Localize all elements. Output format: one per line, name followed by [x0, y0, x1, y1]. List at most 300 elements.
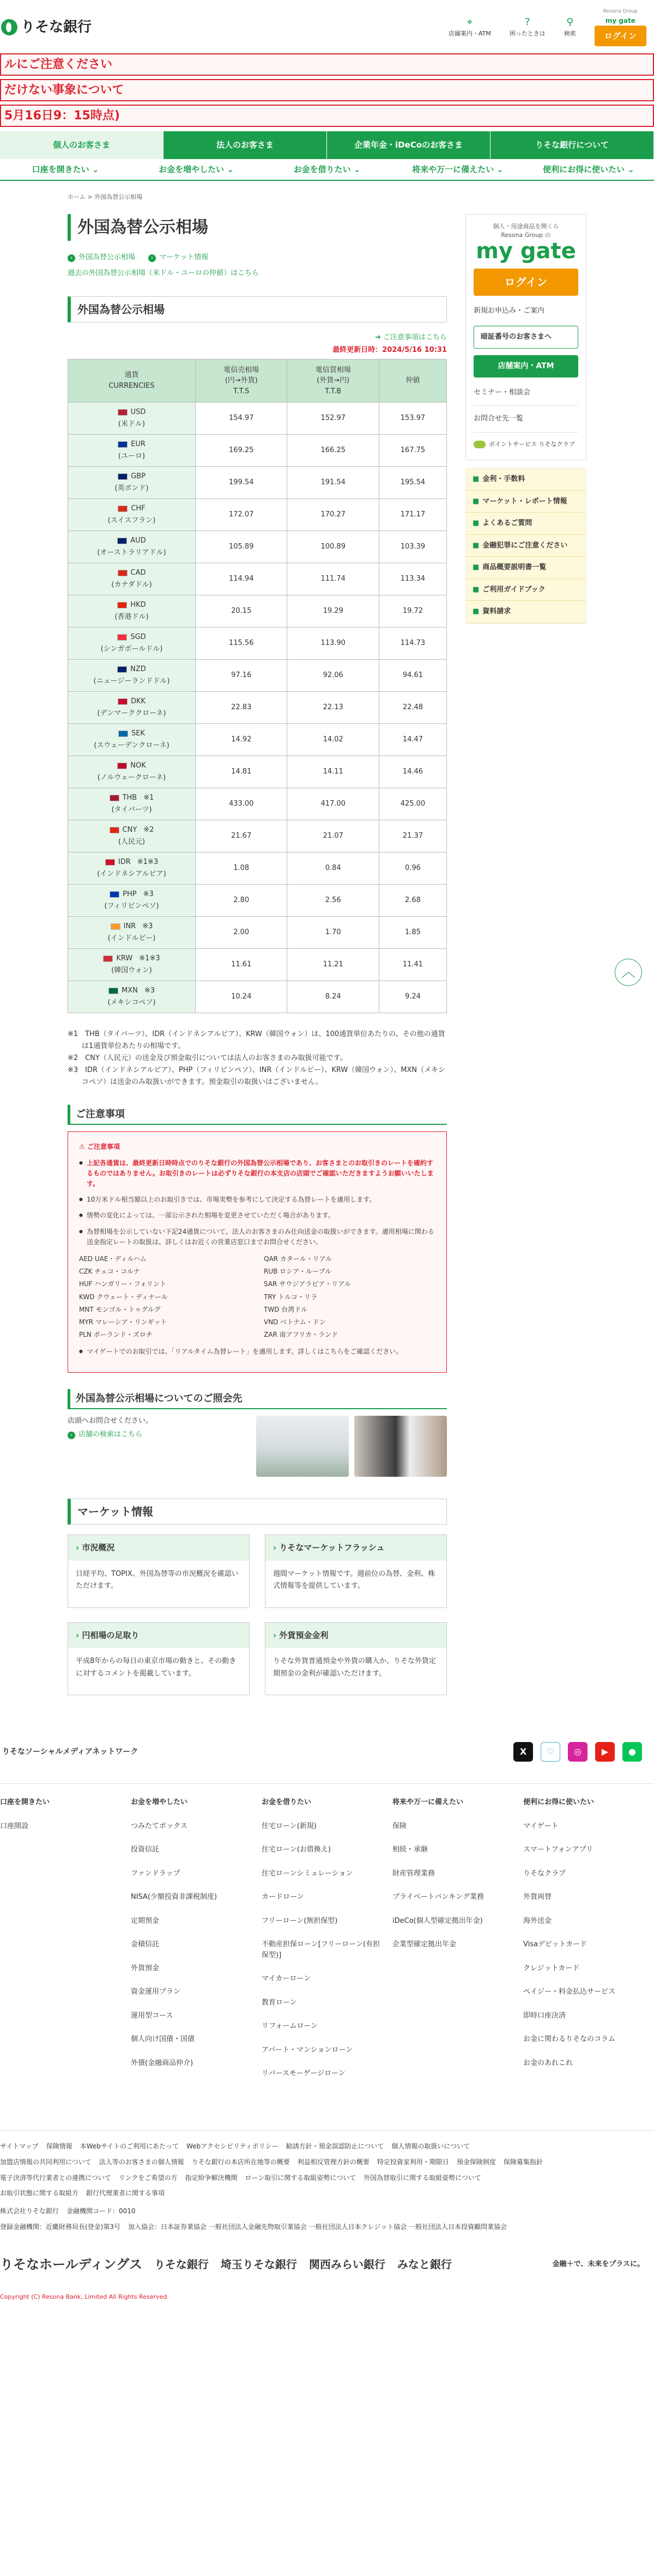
- flag-icon: [118, 698, 128, 705]
- currency-cell: GBP (英ポンド): [68, 467, 196, 499]
- table-row: [68, 756, 447, 788]
- mid-cell: 167.75: [379, 435, 446, 467]
- flag-icon: [110, 827, 119, 833]
- caution-item: ● 情勢の変化によっては、一部公示された相場を変更させていただく場合があります。: [79, 1210, 435, 1221]
- footer-link[interactable]: 教育ローン: [262, 1998, 297, 2007]
- ttb-cell: 8.24: [287, 981, 379, 1013]
- col-ttb: 電信買相場 (外貨→円) T.T.B: [287, 359, 379, 403]
- footer-link[interactable]: 口座開設: [0, 1822, 29, 1830]
- currency-cell: IDR ※1※3 (インドネシアルピア): [68, 852, 196, 885]
- footer-link[interactable]: 不動産担保ローン[フリーローン(有担保型)]: [262, 1940, 380, 1959]
- table-row: [68, 499, 447, 531]
- flag-icon: [118, 441, 128, 448]
- square-bullet-icon: ■: [473, 563, 480, 571]
- sidebar: [465, 214, 586, 1696]
- footer-meta-link[interactable]: 特定投資家利用・期限日: [377, 2158, 449, 2166]
- tts-cell: 22.83: [196, 692, 287, 724]
- footer-meta-link[interactable]: 勧誘方針・預金誤認防止について: [286, 2142, 384, 2150]
- tts-cell: 20.15: [196, 595, 287, 628]
- mygate-logo: my gate: [476, 238, 576, 264]
- currency-entry: AED UAE・ディルハム: [79, 1254, 147, 1263]
- footer-link[interactable]: マイゲート: [523, 1822, 559, 1830]
- arrow-right-icon: ›: [68, 254, 75, 262]
- section-title: 外国為替公示相場: [68, 296, 447, 322]
- instagram-icon[interactable]: ◎: [568, 1742, 588, 1762]
- table-row: [68, 852, 447, 885]
- tts-cell: 114.94: [196, 563, 287, 595]
- tts-cell: 172.07: [196, 499, 287, 531]
- footer-link[interactable]: 財産管理業務: [392, 1869, 435, 1878]
- mid-cell: 153.97: [379, 403, 446, 435]
- footer-column: [131, 1797, 262, 2092]
- currency-entry: MNT モンゴル・トゥグルグ: [79, 1305, 161, 1313]
- mid-cell: 1.85: [379, 917, 446, 949]
- tts-cell: 154.97: [196, 403, 287, 435]
- ttb-cell: 113.90: [287, 628, 379, 660]
- tts-cell: 11.61: [196, 949, 287, 981]
- group-link[interactable]: みなと銀行: [397, 2257, 452, 2271]
- footer-link[interactable]: 外貨預金: [131, 1964, 160, 1972]
- subnav-open-account[interactable]: 口座を開きたい ⌄: [0, 163, 131, 176]
- ttb-cell: 11.21: [287, 949, 379, 981]
- site-header: [0, 0, 654, 54]
- tts-cell: 169.25: [196, 435, 287, 467]
- youtube-icon[interactable]: ▶: [595, 1742, 615, 1762]
- tts-cell: 199.54: [196, 467, 287, 499]
- subnav-grow[interactable]: お金を増やしたい ⌄: [131, 163, 262, 176]
- tts-cell: 115.56: [196, 628, 287, 660]
- inquiry-title: 外国為替公示相場についてのご照会先: [68, 1389, 447, 1409]
- inquiry-text: 店頭へお問合せください。: [68, 1417, 153, 1426]
- footer-link[interactable]: 運用型コース: [131, 2011, 173, 2020]
- table-row: [68, 692, 447, 724]
- footer-meta-link[interactable]: 法人等のお客さまの個人情報: [99, 2158, 184, 2166]
- mid-cell: 21.37: [379, 820, 446, 852]
- flag-icon: [110, 891, 119, 898]
- footer-column-title[interactable]: 口座を開きたい: [0, 1798, 50, 1807]
- help-chat-icon: ?: [524, 16, 530, 28]
- footer-meta-link[interactable]: りそな銀行の本店所在地等の概要: [191, 2158, 290, 2166]
- footer-link[interactable]: 資金運用プラン: [131, 1988, 181, 1996]
- footer-meta-link[interactable]: 電子決済等代行業者との連携について: [0, 2173, 111, 2182]
- footer-link[interactable]: 外貨両替: [523, 1893, 552, 1902]
- footer-meta-link[interactable]: ローン取引に関する取組姿勢について: [245, 2173, 356, 2182]
- footer-link[interactable]: 住宅ローンシミュレーション: [262, 1869, 353, 1878]
- store-search-link[interactable]: › 店舗の検索はこちら: [68, 1429, 153, 1440]
- footer-meta-link[interactable]: サイトマップ: [0, 2142, 39, 2150]
- x-icon[interactable]: X: [513, 1742, 533, 1762]
- site-footer: [0, 1742, 654, 2301]
- footer-link[interactable]: 金積信託: [131, 1940, 160, 1949]
- market-card[interactable]: › 円相場の足取り 平成8年からの毎日の東京市場の動きと、その動きに対するコメントを掲載しています。: [68, 1622, 250, 1696]
- footer-link[interactable]: フリーローン(無担保型): [262, 1916, 338, 1925]
- page-title: 外国為替公示相場: [68, 214, 447, 241]
- breadcrumb[interactable]: ホーム > 外国為替公示相場: [68, 193, 143, 200]
- ttb-cell: 417.00: [287, 788, 379, 820]
- flag-icon: [118, 506, 128, 512]
- sidebar-link[interactable]: お問合せ先一覧: [474, 405, 578, 428]
- flag-icon: [118, 570, 128, 576]
- footer-meta-link[interactable]: Webアクセシビリティポリシー: [186, 2142, 278, 2150]
- footer-column-title[interactable]: お金を借りたい: [262, 1798, 312, 1807]
- footer-link[interactable]: お金に関わるりそなのコラム: [523, 2035, 615, 2044]
- sidebar-link[interactable]: セミナー・相談会: [474, 388, 531, 397]
- group-row: [0, 2255, 654, 2274]
- tab-corporate[interactable]: 法人のお客さま: [164, 131, 327, 159]
- currency-cell: AUD (オーストラリアドル): [68, 531, 196, 563]
- table-row: [68, 949, 447, 981]
- sidebar-menu-item[interactable]: ■ 商品概要説明書一覧: [466, 557, 586, 579]
- footer-meta-link[interactable]: 個人情報の取扱いについて: [391, 2142, 470, 2150]
- line-icon[interactable]: ●: [622, 1742, 642, 1762]
- footer-link[interactable]: リバースモーゲージローン: [262, 2069, 346, 2078]
- footer-link[interactable]: NISA(少額投資非課税制度): [131, 1893, 217, 1902]
- mid-cell: 114.73: [379, 628, 446, 660]
- flag-icon: [111, 923, 120, 930]
- footer-link[interactable]: 住宅ローン(新規): [262, 1822, 317, 1830]
- sidebar-menu-item[interactable]: ■ マーケット・レポート情報: [466, 491, 586, 513]
- slogan: 金融＋で、未来をプラスに。: [552, 2260, 644, 2268]
- caution-item: ● 上記各通貨は、最終更新日時時点でのりそな銀行の外国為替公示相場であり、お客さまとのお取引きのレートを確約するものではありません。お取引きのレートは必ずりそな銀行の本支店の店頭でご確認いただきますようお願いいたします。: [79, 1158, 435, 1190]
- square-bullet-icon: ■: [473, 607, 480, 616]
- group-link[interactable]: りそな銀行: [154, 2257, 209, 2271]
- past-rates-link[interactable]: 過去の外国為替公示相場（米ドル・ユーロの仲値）はこちら: [68, 269, 259, 277]
- table-row: [68, 660, 447, 692]
- footer-meta-link[interactable]: 本Webサイトのご利用にあたって: [80, 2142, 179, 2150]
- arrow-right-icon: ›: [68, 1432, 75, 1439]
- arrow-right-icon: ›: [273, 1630, 280, 1640]
- warning-icon: ⚠: [79, 1143, 87, 1151]
- sidebar-login-button[interactable]: ログイン: [474, 269, 578, 296]
- tts-cell: 14.92: [196, 724, 287, 756]
- col-tts: 電信売相場 (円→外貨) T.T.S: [196, 359, 287, 403]
- sub-nav: [0, 159, 654, 181]
- points-icon: [474, 441, 486, 448]
- currency-entry: HUF ハンガリー・フォリント: [79, 1280, 166, 1288]
- ttb-cell: 19.29: [287, 595, 379, 628]
- currency-entry: TRY トルコ・リラ: [264, 1293, 318, 1301]
- table-row: [68, 435, 447, 467]
- square-bullet-icon: ■: [473, 497, 480, 506]
- currency-cell: EUR (ユーロ): [68, 435, 196, 467]
- tts-cell: 97.16: [196, 660, 287, 692]
- table-row: [68, 563, 447, 595]
- table-row: [68, 403, 447, 435]
- arrow-right-icon: ›: [76, 1543, 82, 1553]
- flag-icon: [108, 988, 118, 994]
- table-row: [68, 917, 447, 949]
- footer-link[interactable]: 海外送金: [523, 1916, 552, 1925]
- mid-cell: 113.34: [379, 563, 446, 595]
- footer-meta-link[interactable]: お取引状態に関する取組方: [0, 2189, 79, 2197]
- footer-meta-link[interactable]: 指定紛争解決機関: [185, 2173, 238, 2182]
- mid-cell: 19.72: [379, 595, 446, 628]
- ttb-cell: 14.02: [287, 724, 379, 756]
- footer-link[interactable]: 投資信託: [131, 1846, 160, 1854]
- holdings-logo[interactable]: りそなホールディングス: [0, 2256, 142, 2272]
- social-bar: りそなソーシャルメディアネットワーク X ♡ ◎ ▶ ●: [0, 1742, 654, 1762]
- sidebar-menu-item[interactable]: ■ 資料請求: [466, 601, 586, 623]
- footer-column: [0, 1797, 131, 2092]
- arrow-right-icon: ›: [148, 254, 156, 262]
- footer-meta-link[interactable]: 外国為替取引に関する取組姿勢について: [364, 2173, 481, 2182]
- ttb-cell: 92.06: [287, 660, 379, 692]
- currency-entry: PLN ポーランド・ズロチ: [79, 1331, 153, 1339]
- tts-cell: 14.81: [196, 756, 287, 788]
- sidebar-link[interactable]: 新規お申込み・ご案内: [474, 306, 545, 315]
- market-card[interactable]: › りそなマーケットフラッシュ 週間マーケット情報です。週前位の為替、金利、株式情報等を提供しています。: [265, 1534, 447, 1608]
- ttb-cell: 1.70: [287, 917, 379, 949]
- alert-banner[interactable]: だけない事象について: [0, 79, 654, 101]
- caution-box: [68, 1131, 447, 1373]
- alert-banner[interactable]: ルにご注意ください: [0, 53, 654, 76]
- associations: 加入協会：日本証券業協会 一般社団法人金融先物取引業協会 一般社団法人日本クレジット協会 一般社団法人日本投資顧問業協会: [128, 2222, 507, 2231]
- flag-icon: [117, 763, 127, 769]
- sidebar-pin-button[interactable]: 暗証番号のお客さまへ: [474, 326, 578, 349]
- footer-meta-link[interactable]: 保険募集指針: [503, 2158, 543, 2166]
- footer-link[interactable]: 住宅ローン(お借換え): [262, 1846, 331, 1854]
- market-title: マーケット情報: [68, 1499, 447, 1525]
- mid-cell: 9.24: [379, 981, 446, 1013]
- market-info-link[interactable]: › マーケット情報: [148, 252, 208, 263]
- header-help-link[interactable]: ? 困ったときは: [509, 16, 546, 38]
- currency-cell: NOK (ノルウェークローネ): [68, 756, 196, 788]
- table-row: [68, 595, 447, 628]
- main-nav: [0, 131, 654, 159]
- rates-table: [68, 359, 447, 1014]
- footer-meta-link[interactable]: 保険情報: [46, 2142, 72, 2150]
- currency-cell: DKK (デンマーククローネ): [68, 692, 196, 724]
- currency-cell: INR ※3 (インドルピー): [68, 917, 196, 949]
- square-bullet-icon: ■: [473, 519, 480, 527]
- footer-link[interactable]: りそなクラブ: [523, 1869, 566, 1878]
- footer-meta-link[interactable]: 利益相反管理方針の概要: [297, 2158, 370, 2166]
- footer-link[interactable]: 個人向け国債・国債: [131, 2035, 195, 2044]
- mid-cell: 2.68: [379, 885, 446, 917]
- tts-cell: 2.80: [196, 885, 287, 917]
- last-updated: 最終更新日時：2024/5/16 10:31: [332, 346, 447, 354]
- tts-cell: 433.00: [196, 788, 287, 820]
- currency-entry: SAR サウジアラビア・リアル: [264, 1280, 351, 1288]
- tts-cell: 2.00: [196, 917, 287, 949]
- footer-column: [262, 1797, 392, 2092]
- sidebar-menu-item[interactable]: ■ ご利用ガイドブック: [466, 579, 586, 601]
- header-login-button[interactable]: ログイン: [595, 26, 646, 47]
- footer-meta: [0, 2130, 654, 2235]
- footer-link[interactable]: 企業型確定拠出年金: [392, 1940, 457, 1949]
- subnav-borrow[interactable]: お金を借りたい ⌄: [262, 163, 392, 176]
- caution-head: ⚠ ご注意事項: [79, 1143, 120, 1151]
- branch-photo: [256, 1416, 349, 1477]
- market-card[interactable]: › 外貨預金金利 りそな外貨普通預金や外貨の購入か、りそな外貨定期預金の金利が確認いただけます。: [265, 1622, 447, 1696]
- footnotes: [68, 1028, 447, 1088]
- sidebar-points-link[interactable]: ポイントサービス りそなクラブ: [474, 432, 578, 453]
- currency-entry: VND ベトナム・ドン: [264, 1318, 326, 1326]
- footer-link[interactable]: プライベートバンキング業務: [392, 1893, 484, 1902]
- sidebar-menu-item[interactable]: ■ 金利・手数料: [466, 468, 586, 491]
- flag-icon: [105, 859, 115, 866]
- footer-column-title[interactable]: 将来や万一に備えたい: [392, 1798, 464, 1807]
- table-row: [68, 885, 447, 917]
- square-bullet-icon: ■: [473, 475, 480, 483]
- footer-link[interactable]: Visaデビットカード: [523, 1940, 588, 1949]
- footer-link[interactable]: iDeCo(個人型確定拠出年金): [392, 1916, 483, 1925]
- page-top-button[interactable]: [615, 959, 642, 986]
- footer-link[interactable]: 保険: [392, 1822, 407, 1830]
- currency-entry: KWD クウェート・ディナール: [79, 1293, 168, 1301]
- ttb-cell: 111.74: [287, 563, 379, 595]
- unlisted-currencies: [79, 1254, 435, 1340]
- currency-cell: HKD (香港ドル): [68, 595, 196, 628]
- arrow-right-icon: ➔: [374, 333, 383, 342]
- ttb-cell: 100.89: [287, 531, 379, 563]
- arrow-right-icon: ›: [76, 1630, 82, 1640]
- header-nav: [449, 8, 646, 46]
- ttb-cell: 21.07: [287, 820, 379, 852]
- flag-icon: [118, 409, 128, 416]
- square-bullet-icon: ■: [473, 585, 480, 594]
- copyright: Copyright (C) Resona Bank, Limited All Rights Reserved.: [0, 2293, 169, 2300]
- table-row: [68, 788, 447, 820]
- market-card[interactable]: › 市況概況 日経平均、TOPIX、外国為替等の市況概況を確認いただけます。: [68, 1534, 250, 1608]
- group-link[interactable]: 関西みらい銀行: [308, 2257, 385, 2271]
- mid-cell: 171.17: [379, 499, 446, 531]
- footer-column-title[interactable]: お金を増やしたい: [131, 1798, 188, 1807]
- footer-meta-link[interactable]: リンクをご希望の方: [118, 2173, 178, 2182]
- caution-item: ● 10万米ドル相当額以上のお取引きでは、市場実勢を参考にして決定する為替レートを適用します。: [79, 1195, 435, 1205]
- ttb-cell: 14.11: [287, 756, 379, 788]
- ttb-cell: 170.27: [287, 499, 379, 531]
- currency-cell: CNY ※2 (人民元): [68, 820, 196, 852]
- flag-icon: [110, 795, 119, 801]
- mid-cell: 0.96: [379, 852, 446, 885]
- footer-column-title[interactable]: 便利にお得に使いたい: [523, 1798, 595, 1807]
- fx-rates-link[interactable]: › 外国為替公示相場: [68, 252, 135, 263]
- footer-link[interactable]: 即時口座決済: [523, 2011, 566, 2020]
- footer-link[interactable]: つみたてボックス: [131, 1822, 187, 1830]
- subnav-prepare[interactable]: 将来や万一に備えたい ⌄: [392, 163, 523, 176]
- currency-entry: RUB ロシア・ルーブル: [264, 1268, 332, 1276]
- col-mid: 仲値: [379, 359, 446, 403]
- footer-link[interactable]: ファンドラップ: [131, 1869, 180, 1878]
- table-row: [68, 467, 447, 499]
- site-logo[interactable]: りそな銀行: [0, 17, 92, 38]
- currency-cell: SEK (スウェーデンクローネ): [68, 724, 196, 756]
- group-link[interactable]: 埼玉りそな銀行: [220, 2257, 297, 2271]
- footer-link[interactable]: マイカーローン: [262, 1975, 311, 1983]
- header-search-link[interactable]: ⚲ 検索: [564, 16, 576, 38]
- footnote: ※3 IDR（インドネシアルピア）、PHP（フィリピンペソ）、INR（インドルピー）、KRW（韓国ウォン）、MXN（メキシコペソ）は送金のみ取扱いができます。預金取引の取扱いはございません。: [68, 1066, 445, 1087]
- tts-cell: 10.24: [196, 981, 287, 1013]
- table-row: [68, 724, 447, 756]
- currency-entry: CZK チェコ・コルナ: [79, 1268, 140, 1276]
- currency-cell: THB ※1 (タイバーツ): [68, 788, 196, 820]
- currency-cell: USD (米ドル): [68, 403, 196, 435]
- table-row: [68, 628, 447, 660]
- alert-area: [0, 53, 654, 127]
- currency-cell: CHF (スイスフラン): [68, 499, 196, 531]
- header-store-atm-link[interactable]: ⌖ 店舗案内・ATM: [448, 16, 491, 38]
- ttb-cell: 166.25: [287, 435, 379, 467]
- footer-meta-link[interactable]: 銀行代理業者に関する事項: [86, 2189, 165, 2197]
- inquiry: [68, 1416, 447, 1477]
- sidebar-menu-item[interactable]: ■ 金融犯罪にご注意ください: [466, 535, 586, 557]
- tab-pension[interactable]: 企業年金・iDeCoのお客さま: [327, 131, 491, 159]
- tab-personal[interactable]: 個人のお客さま: [0, 131, 164, 159]
- tts-cell: 21.67: [196, 820, 287, 852]
- registration: 登録金融機関：近畿財務局長(登金)第3号: [0, 2222, 120, 2231]
- footer-link[interactable]: 相続・承継: [392, 1846, 428, 1854]
- note-icon[interactable]: ♡: [541, 1742, 560, 1762]
- flag-icon: [118, 730, 128, 737]
- footer-link[interactable]: リフォームローン: [262, 2022, 318, 2031]
- mid-cell: 425.00: [379, 788, 446, 820]
- flag-icon: [117, 538, 127, 544]
- mid-cell: 14.46: [379, 756, 446, 788]
- chevron-up-icon: ︿: [621, 964, 635, 981]
- currency-entry: ZAR 南アフリカ・ランド: [264, 1331, 338, 1339]
- currency-cell: NZD (ニュージーランドドル): [68, 660, 196, 692]
- footer-link[interactable]: スマートフォンアプリ: [523, 1846, 594, 1854]
- flag-icon: [117, 634, 127, 641]
- mid-cell: 11.41: [379, 949, 446, 981]
- currency-cell: SGD (シンガポールドル): [68, 628, 196, 660]
- footer-link[interactable]: カードローン: [262, 1893, 304, 1902]
- footer-link[interactable]: 外債(金融商品仲介): [131, 2059, 193, 2067]
- ttb-cell: 2.56: [287, 885, 379, 917]
- mid-cell: 195.54: [379, 467, 446, 499]
- table-row: [68, 820, 447, 852]
- currency-cell: CAD (カナダドル): [68, 563, 196, 595]
- currency-cell: PHP ※3 (フィリピンペソ): [68, 885, 196, 917]
- footer-link[interactable]: アパート・マンションローン: [262, 2045, 353, 2054]
- subnav-convenient[interactable]: 便利にお得に使いたい ⌄: [523, 163, 654, 176]
- search-icon: ⚲: [566, 16, 574, 28]
- tts-cell: 105.89: [196, 531, 287, 563]
- footer-link[interactable]: 定期預金: [131, 1916, 160, 1925]
- mid-cell: 22.48: [379, 692, 446, 724]
- tab-about[interactable]: りそな銀行について: [491, 131, 654, 159]
- footer-meta-link[interactable]: 預金保険制度: [456, 2158, 496, 2166]
- company-name: 株式会社りそな銀行: [0, 2207, 59, 2215]
- alert-banner[interactable]: 5月16日9：15時点): [0, 105, 654, 127]
- footer-meta-link[interactable]: 加盟店情報の共同利用について: [0, 2158, 92, 2166]
- footnote: ※1 THB（タイバーツ）、IDR（インドネシアルピア）、KRW（韓国ウォン）は、100通貨単位あたりの、その他の通貨は1通貨単位あたりの相場です。: [68, 1030, 445, 1051]
- table-row: [68, 981, 447, 1013]
- sidebar-atm-button[interactable]: 店舗案内・ATM: [474, 355, 578, 377]
- caution-title: ご注意事項: [68, 1105, 447, 1125]
- currency-entry: TWD 台湾ドル: [264, 1305, 308, 1313]
- caution-item[interactable]: ● マイゲートでのお取引では、「リアルタイム為替レート」を適用します。詳しくはこちらをご確認ください。: [79, 1347, 435, 1357]
- sidebar-menu: [465, 468, 586, 624]
- arrow-right-icon: ›: [273, 1543, 280, 1553]
- square-bullet-icon: ■: [473, 541, 480, 550]
- footer-link[interactable]: ペイジー・料金払込サービス: [523, 1988, 616, 1996]
- ttb-cell: 191.54: [287, 467, 379, 499]
- col-currency: 通貨 CURRENCIES: [68, 359, 196, 403]
- footer-link[interactable]: クレジットカード: [523, 1964, 580, 1972]
- flag-icon: [117, 666, 127, 673]
- ttb-cell: 22.13: [287, 692, 379, 724]
- notes-link[interactable]: ➔ ご注意事項はこちら: [374, 333, 447, 342]
- sidebar-menu-item[interactable]: ■ よくあるご質問: [466, 513, 586, 535]
- mygate-box: 個人・用途商品を開くら Resona Group の my gate ログイン 新規お申込み・ご案内 暗証番号のお客さまへ 店舗案内・ATM セミナー・相談会 お問合せ先一覧 ポイントサービス りそなクラブ: [465, 214, 586, 461]
- currency-entry: MYR マレーシア・リンギット: [79, 1318, 167, 1326]
- resona-logo-icon: [1, 19, 17, 35]
- mygate-login: Resona Group my gate ログイン: [595, 8, 646, 46]
- bank-code: 金融機関コード：0010: [66, 2207, 136, 2215]
- footer-link[interactable]: お金のあれこれ: [523, 2059, 573, 2067]
